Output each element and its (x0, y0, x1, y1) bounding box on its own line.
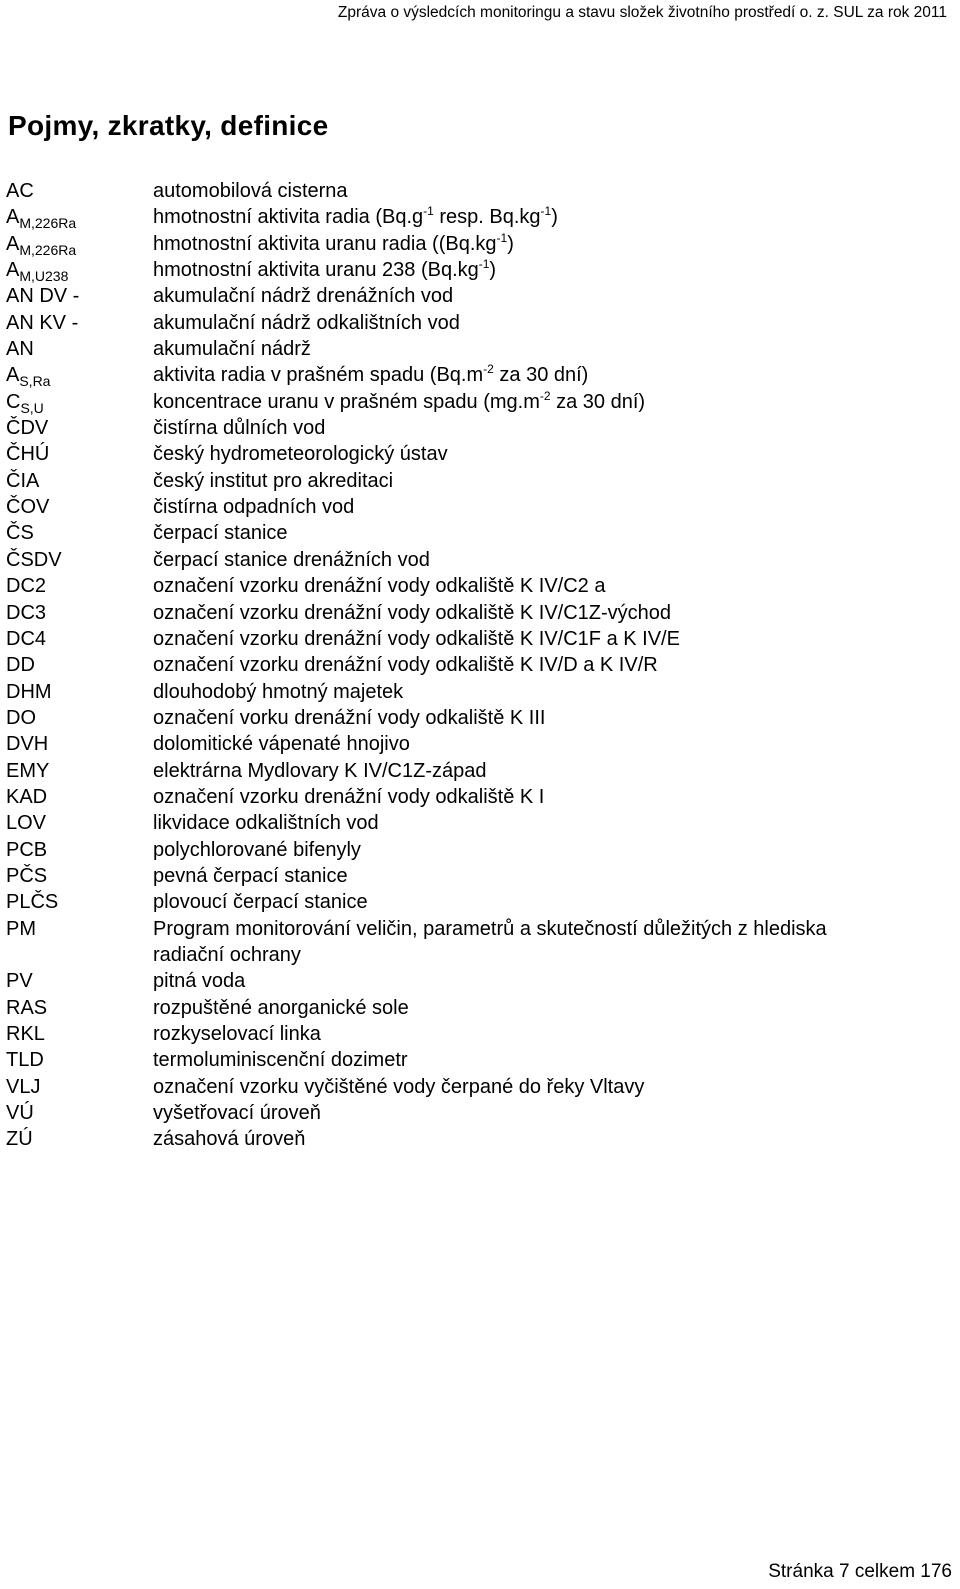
glossary-abbreviation (6, 837, 47, 863)
abbreviation-main: AN DV - (6, 285, 80, 308)
definition-text: označení vzorku drenážní vody odkaliště K IV/D a K IV/R (153, 654, 658, 677)
abbreviation-main: C (6, 390, 21, 413)
glossary-row (0, 573, 960, 599)
glossary-definition (153, 1047, 833, 1073)
abbreviation-main: PCB (6, 838, 48, 861)
glossary-row (0, 441, 960, 467)
abbreviation-main: EMY (6, 759, 50, 782)
abbreviation-main: ČS (6, 522, 34, 545)
glossary-abbreviation (6, 916, 36, 942)
definition-text: Program monitorování veličin, parametrů a skutečností důležitých z hlediska radiační ochrany (153, 917, 827, 966)
definition-text: označení vorku drenážní vody odkaliště K III (153, 706, 546, 729)
glossary-abbreviation (6, 679, 52, 705)
glossary-abbreviation (6, 810, 46, 836)
abbreviation-main: PLČS (6, 891, 59, 914)
definition-text: čistírna důlních vod (153, 417, 326, 440)
abbreviation-subscript: S,U (20, 399, 44, 416)
glossary-row (0, 784, 960, 810)
abbreviation-main: ČSDV (6, 548, 62, 571)
definition-text: plovoucí čerpací stanice (153, 891, 368, 914)
glossary-abbreviation (6, 1021, 45, 1047)
abbreviation-main: ČIA (6, 469, 40, 492)
abbreviation-main: DO (6, 706, 36, 729)
definition-text: akumulační nádrž odkalištních vod (153, 311, 460, 334)
glossary-definition (153, 573, 833, 599)
glossary-definition (153, 257, 833, 285)
glossary-definition (153, 652, 833, 678)
definition-superscript: -1 (423, 204, 434, 219)
glossary-row (0, 362, 960, 388)
glossary-row (0, 758, 960, 784)
glossary-definition (153, 1100, 833, 1126)
glossary-abbreviation (6, 310, 78, 336)
glossary-definition (153, 520, 833, 546)
glossary-row (0, 204, 960, 230)
abbreviation-main: AC (6, 180, 34, 202)
abbreviation-main: DD (6, 654, 35, 677)
abbreviation-main: RAS (6, 996, 48, 1019)
glossary-abbreviation (6, 626, 46, 652)
glossary-abbreviation (6, 1047, 44, 1073)
glossary-definition (153, 916, 833, 969)
glossary-abbreviation (6, 731, 48, 757)
abbreviation-main: ČHÚ (6, 443, 50, 466)
glossary-abbreviation (6, 758, 49, 784)
definition-text: vyšetřovací úroveň (153, 1102, 321, 1125)
glossary-row (0, 283, 960, 309)
definition-text: resp. Bq.kg (433, 206, 541, 229)
glossary-definition (153, 178, 833, 204)
definition-superscript: -1 (540, 204, 552, 219)
definition-text: ) (551, 206, 558, 229)
glossary-row (0, 916, 960, 969)
glossary-list (0, 178, 960, 1153)
abbreviation-main: PM (6, 917, 36, 940)
definition-text: automobilová cisterna (153, 180, 348, 202)
page-footer: Stránka 7 celkem 176 (768, 1561, 952, 1582)
definition-superscript: -1 (478, 257, 490, 272)
glossary-row (0, 731, 960, 757)
abbreviation-main: TLD (6, 1049, 44, 1072)
glossary-abbreviation (6, 1126, 33, 1152)
glossary-abbreviation (6, 283, 79, 309)
abbreviation-main: PV (6, 970, 33, 993)
glossary-row (0, 257, 960, 283)
glossary-abbreviation (6, 389, 44, 416)
glossary-definition (153, 547, 833, 573)
abbreviation-main: PČS (6, 864, 48, 887)
definition-text: označení vzorku drenážní vody odkaliště K I (153, 785, 545, 808)
abbreviation-subscript: M,226Ra (19, 215, 77, 232)
glossary-abbreviation (6, 415, 48, 441)
glossary-definition (153, 362, 833, 390)
definition-text: ) (489, 259, 497, 282)
definition-text: elektrárna Mydlovary K IV/C1Z-západ (153, 759, 487, 782)
definition-text: dlouhodobý hmotný majetek (153, 680, 404, 703)
abbreviation-main: A (6, 259, 20, 282)
abbreviation-main: AN KV - (6, 311, 79, 334)
abbreviation-main: A (6, 232, 20, 255)
glossary-row (0, 520, 960, 546)
glossary-abbreviation (6, 889, 58, 915)
glossary-row (0, 336, 960, 362)
glossary-abbreviation (6, 1074, 40, 1100)
abbreviation-main: DVH (6, 733, 49, 756)
glossary-row (0, 1047, 960, 1073)
glossary-abbreviation (6, 863, 47, 889)
definition-text: akumulační nádrž (153, 338, 311, 361)
glossary-abbreviation (6, 468, 39, 494)
definition-text: český hydrometeorologický ústav (153, 443, 448, 466)
definition-text: čerpací stanice (153, 522, 288, 545)
glossary-definition (153, 968, 833, 994)
abbreviation-main: ZÚ (6, 1128, 33, 1151)
glossary-abbreviation (6, 600, 46, 626)
glossary-definition (153, 231, 833, 259)
glossary-row (0, 837, 960, 863)
glossary-abbreviation (6, 520, 34, 546)
glossary-definition (153, 468, 833, 494)
abbreviation-main: A (6, 364, 20, 387)
abbreviation-subscript: M,226Ra (19, 241, 77, 258)
glossary-row (0, 995, 960, 1021)
abbreviation-main: DC4 (6, 627, 47, 650)
glossary-abbreviation (6, 178, 34, 204)
glossary-row (0, 468, 960, 494)
definition-text: český institut pro akreditaci (153, 469, 394, 492)
definition-text: označení vzorku drenážní vody odkaliště K IV/C2 a (153, 575, 606, 598)
glossary-definition (153, 626, 833, 652)
glossary-row (0, 705, 960, 731)
glossary-definition (153, 731, 833, 757)
glossary-row (0, 679, 960, 705)
glossary-definition (153, 679, 833, 705)
glossary-definition (153, 600, 833, 626)
definition-text: čerpací stanice drenážních vod (153, 548, 430, 571)
glossary-row (0, 600, 960, 626)
definition-superscript: -1 (496, 230, 508, 245)
abbreviation-main: DC3 (6, 601, 47, 624)
abbreviation-main: ČOV (6, 496, 50, 519)
glossary-abbreviation (6, 573, 46, 599)
definition-text: likvidace odkalištních vod (153, 812, 379, 835)
glossary-abbreviation (6, 257, 68, 284)
glossary-row (0, 547, 960, 573)
definition-text: pevná čerpací stanice (153, 864, 348, 887)
glossary-abbreviation (6, 547, 62, 573)
glossary-definition (153, 758, 833, 784)
glossary-row (0, 1074, 960, 1100)
definition-text: označení vzorku drenážní vody odkaliště K IV/C1F a K IV/E (153, 627, 680, 650)
glossary-row (0, 1126, 960, 1152)
definition-text: polychlorované bifenyly (153, 838, 361, 861)
definition-text: rozpuštěné anorganické sole (153, 996, 409, 1019)
glossary-abbreviation (6, 336, 34, 362)
glossary-definition (153, 995, 833, 1021)
definition-text: hmotnostní aktivita radia (Bq.g (153, 206, 424, 229)
abbreviation-main: VÚ (6, 1102, 34, 1125)
abbreviation-main: AN (6, 338, 34, 361)
glossary-row (0, 389, 960, 415)
glossary-abbreviation (6, 968, 33, 994)
definition-superscript: -2 (483, 362, 494, 377)
glossary-row (0, 310, 960, 336)
glossary-definition (153, 441, 833, 467)
glossary-row (0, 968, 960, 994)
glossary-definition (153, 494, 833, 520)
glossary-definition (153, 863, 833, 889)
glossary-definition (153, 810, 833, 836)
glossary-row (0, 626, 960, 652)
definition-text: označení vzorku drenážní vody odkaliště K IV/C1Z-východ (153, 601, 672, 624)
glossary-abbreviation (6, 231, 76, 258)
glossary-definition (153, 310, 833, 336)
definition-text: čistírna odpadních vod (153, 496, 355, 519)
glossary-abbreviation (6, 705, 36, 731)
glossary-definition (153, 705, 833, 731)
definition-text: koncentrace uranu v prašném spadu (mg.m (153, 390, 540, 413)
glossary-definition (153, 283, 833, 309)
definition-text: akumulační nádrž drenážních vod (153, 285, 454, 308)
glossary-definition (153, 389, 833, 417)
abbreviation-main: DHM (6, 680, 52, 703)
definition-text: hmotnostní aktivita uranu 238 (Bq.kg (153, 259, 479, 282)
glossary-definition (153, 204, 833, 232)
abbreviation-main: ČDV (6, 417, 49, 440)
abbreviation-main: DC2 (6, 575, 47, 598)
glossary-abbreviation (6, 652, 35, 678)
glossary-row (0, 810, 960, 836)
glossary-definition (153, 1021, 833, 1047)
definition-text: dolomitické vápenaté hnojivo (153, 733, 410, 756)
glossary-row (0, 494, 960, 520)
glossary-row (0, 1021, 960, 1047)
glossary-abbreviation (6, 362, 50, 389)
definition-text: hmotnostní aktivita uranu radia ((Bq.kg (153, 232, 497, 255)
abbreviation-subscript: M,U238 (19, 268, 69, 285)
definition-text: za 30 dní) (493, 364, 589, 387)
glossary-definition (153, 1126, 833, 1152)
glossary-definition (153, 889, 833, 915)
section-title: Pojmy, zkratky, definice (8, 110, 329, 141)
definition-text: rozkyselovací linka (153, 1023, 321, 1045)
page-header: Zpráva o výsledcích monitoringu a stavu složek životního prostředí o. z. SUL za rok 2011 (337, 4, 947, 21)
abbreviation-main: VLJ (6, 1075, 41, 1098)
abbreviation-subscript: S,Ra (19, 373, 51, 390)
definition-text: za 30 dní) (550, 390, 646, 413)
glossary-row (0, 231, 960, 257)
abbreviation-main: RKL (6, 1023, 45, 1045)
definition-text: ) (507, 232, 514, 255)
glossary-definition (153, 1074, 833, 1100)
glossary-definition (153, 415, 833, 441)
abbreviation-main: A (6, 206, 20, 229)
glossary-row (0, 652, 960, 678)
definition-text: pitná voda (153, 970, 246, 993)
definition-text: zásahová úroveň (153, 1128, 306, 1151)
glossary-abbreviation (6, 784, 47, 810)
definition-text: aktivita radia v prašném spadu (Bq.m (153, 364, 484, 387)
glossary-abbreviation (6, 494, 49, 520)
definition-text: označení vzorku vyčištěné vody čerpané do řeky Vltavy (153, 1075, 645, 1098)
glossary-definition (153, 336, 833, 362)
glossary-abbreviation (6, 204, 76, 231)
abbreviation-main: KAD (6, 785, 48, 808)
glossary-abbreviation (6, 1100, 34, 1126)
definition-superscript: -2 (539, 388, 551, 403)
glossary-row (0, 889, 960, 915)
glossary-definition (153, 784, 833, 810)
glossary-abbreviation (6, 995, 47, 1021)
abbreviation-main: LOV (6, 812, 47, 835)
glossary-row (0, 863, 960, 889)
glossary-definition (153, 837, 833, 863)
glossary-abbreviation (6, 441, 49, 467)
glossary-row (0, 415, 960, 441)
definition-text: termoluminiscenční dozimetr (153, 1049, 408, 1072)
glossary-row (0, 1100, 960, 1126)
glossary-row (0, 178, 960, 204)
